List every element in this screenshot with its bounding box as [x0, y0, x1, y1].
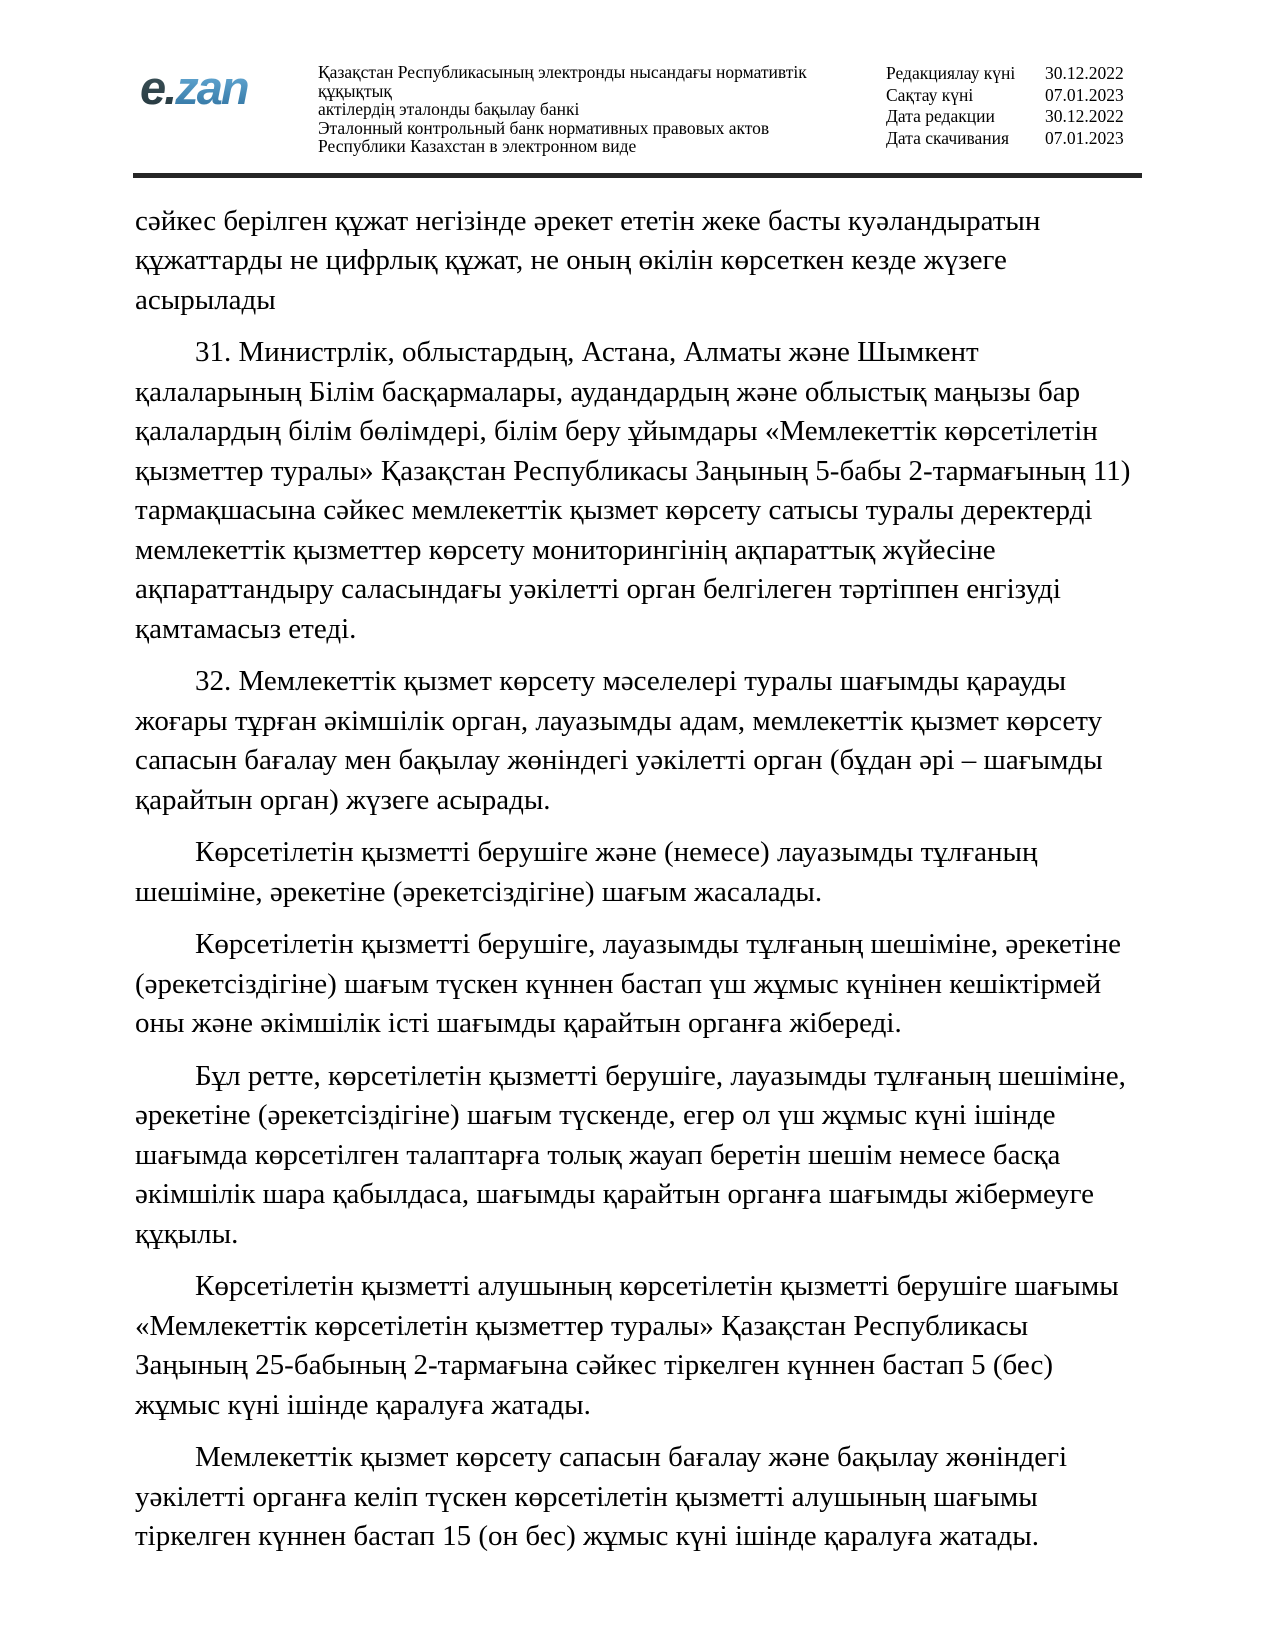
- document-body: [135, 202, 1145, 1557]
- date-value: 07.01.2023: [1045, 127, 1124, 148]
- date-row-download-ru: [886, 128, 1142, 150]
- header-divider: [133, 173, 1142, 178]
- document-header: [140, 58, 1142, 156]
- date-label: Дата скачивания: [886, 127, 1010, 148]
- date-label: Сақтау күні: [886, 84, 974, 105]
- date-row-save-kk: [886, 85, 1142, 107]
- meta-dates: [886, 63, 1142, 149]
- org-title: [318, 63, 876, 156]
- paragraph: Көрсетілетін қызметті берушіге, лауазымды тұлғаның шешіміне, әрекетіне (әрекетсіздігіне) шағым түскен күннен бастап үш жұмыс күнінен кешіктірмей оны және әкімшілік істі шағымды қарайтын органға жібереді.: [135, 928, 1121, 1040]
- paragraph: Бұл ретте, көрсетілетін қызметті берушіге, лауазымды тұлғаның шешіміне, әрекетіне (әрекетсіздігіне) шағым түскенде, егер ол үш жұмыс күні ішінде шағымда көрсетілген талаптарға толық жауап беретін шешім немесе басқа әкімшілік шара қабылдаса, шағымды қарайтын органға шағымды жібермеуге құқылы.: [135, 1059, 1126, 1250]
- date-value: 30.12.2022: [1045, 106, 1124, 126]
- org-title-line: Эталонный контрольный банк нормативных правовых актов: [318, 117, 770, 138]
- date-row-edit-ru: [886, 106, 1142, 128]
- paragraph-continuation: сәйкес берілген құжат негізінде әрекет ететін жеке басты куәландыратын құжаттарды не цифрлық құжат, не оның өкілін көрсеткен кезде жүзеге асырылады: [135, 204, 1041, 316]
- date-value: 30.12.2022: [1045, 63, 1124, 83]
- paragraph: Мемлекеттік қызмет көрсету сапасын бағалау және бақылау жөніндегі уәкілетті органға келіп түскен көрсетілетін қызметті алушының шағымы тіркелген күннен бастап 15 (он бес) жұмыс күні ішінде қаралуға жатады.: [135, 1441, 1068, 1553]
- org-title-line: Республики Казахстан в электронном виде: [318, 136, 637, 157]
- date-label: Редакциялау күні: [886, 63, 1016, 83]
- date-row-edit-kk: [886, 63, 1142, 85]
- date-value: 07.01.2023: [1045, 84, 1124, 105]
- org-title-line: Қазақстан Республикасының электронды нысандағы нормативтік құқықтық: [318, 62, 807, 101]
- date-label: Дата редакции: [886, 106, 995, 126]
- paragraph-31: 31. Министрлік, облыстардың, Астана, Алматы және Шымкент қалаларының Білім басқармалары, аудандардың және облыстық маңызы бар қалалардың білім бөлімдері, білім беру ұйымдары «Мемлекеттік көрсетілетін қызметтер туралы» Қазақстан Республикасы Заңының 5-бабы 2-тармағының 11) тармақшасына сәйкес мемлекеттік қызмет көрсету сатысы туралы деректерді мемлекеттік қызметтер көрсету мониторингінің ақпараттық жүйесіне ақпараттандыру саласындағы уәкілетті орган белгілеген тәртіппен енгізуді қамтамасыз етеді.: [135, 336, 1131, 645]
- org-title-line: актілердің эталонды бақылау банкі: [318, 99, 580, 120]
- paragraph: Көрсетілетін қызметті алушының көрсетілетін қызметті берушіге шағымы «Мемлекеттік көрсетілетін қызметтер туралы» Қазақстан Республикасы Заңының 25-бабының 2-тармағына сәйкес тіркелген күннен бастап 5 (бес) жұмыс күні ішінде қаралуға жатады.: [135, 1270, 1119, 1421]
- logo-suffix: zan: [175, 61, 248, 114]
- logo-prefix: e.: [140, 61, 176, 114]
- ezan-logo: [140, 61, 318, 114]
- paragraph: Көрсетілетін қызметті берушіге және (немесе) лауазымды тұлғаның шешіміне, әрекетіне (әрекетсіздігіне) шағым жасалады.: [135, 836, 1038, 908]
- paragraph-32: 32. Мемлекеттік қызмет көрсету мәселелері туралы шағымды қарауды жоғары тұрған әкімшілік орган, лауазымды адам, мемлекеттік қызмет көрсету сапасын бағалау мен бақылау жөніндегі уәкілетті орган (бұдан әрі – шағымды қарайтын орган) жүзеге асырады.: [135, 665, 1103, 816]
